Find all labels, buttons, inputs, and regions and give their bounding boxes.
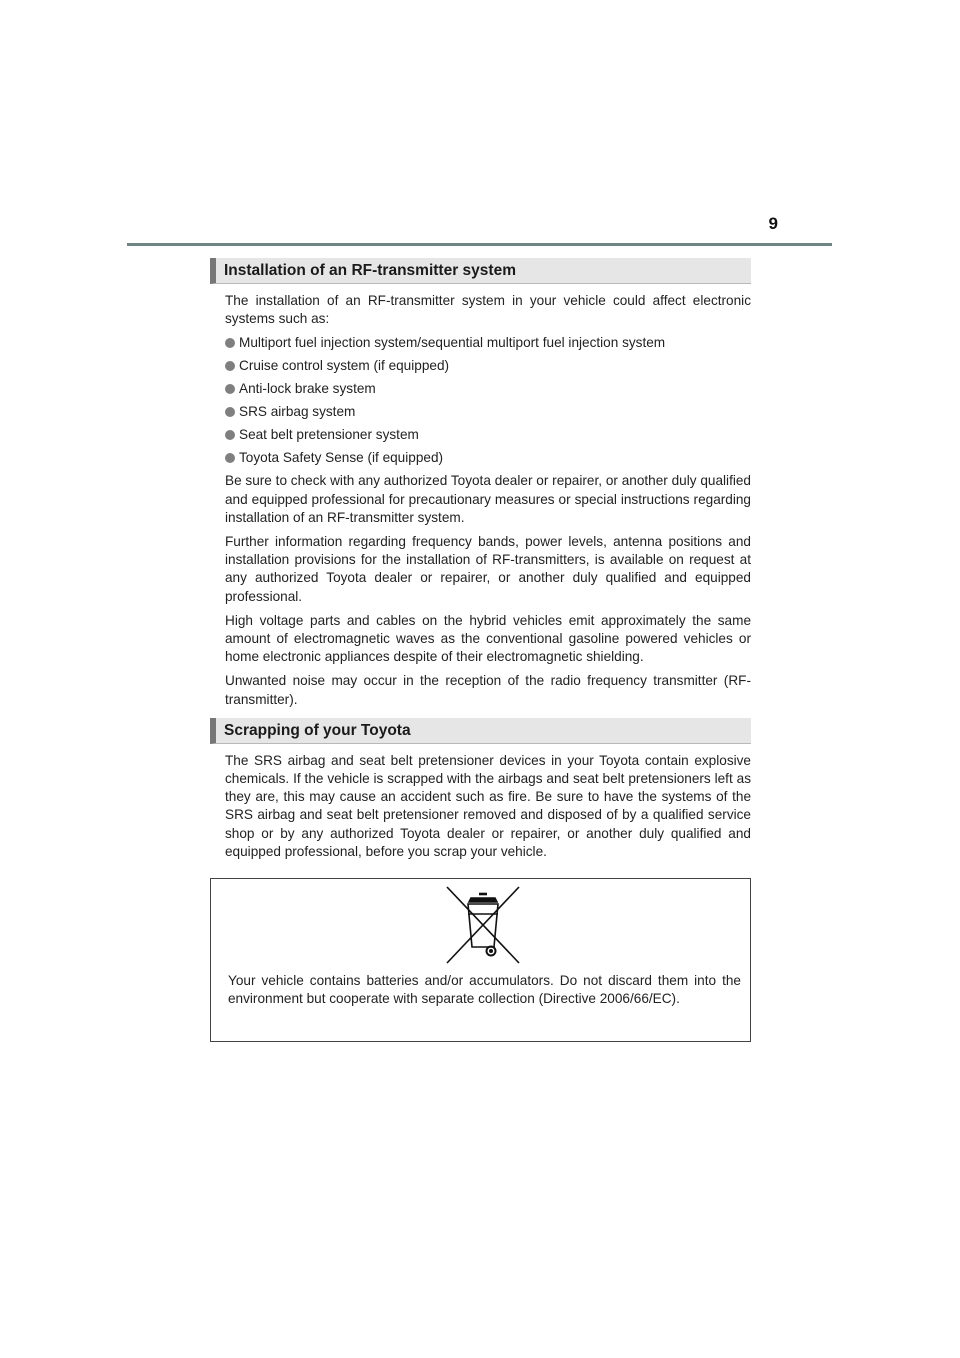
page-number: 9 — [768, 214, 778, 233]
list-item — [225, 357, 751, 375]
recycling-notice-box — [210, 878, 751, 1042]
unwanted-noise-paragraph: Unwanted noise may occur in the reception of the radio frequency transmitter (RF-transmitter). — [225, 673, 751, 707]
rf-intro-paragraph: The installation of an RF-transmitter system in your vehicle could affect electronic systems such as: — [225, 293, 751, 327]
list-item-text: SRS airbag system — [239, 404, 356, 420]
list-item — [225, 334, 751, 352]
further-information-paragraph: Further information regarding frequency bands, power levels, antenna positions and installation provisions for the installation of RF-transmitters, is available on request at any authorized Toyota dealer or repairer, or another duly qualified and equipped professional. — [225, 534, 751, 604]
bullet-icon — [225, 407, 235, 417]
bullet-icon — [225, 384, 235, 394]
recycling-notice-text: Your vehicle contains batteries and/or accumulators. Do not discard them into the environment but cooperate with separate collection (Directive 2006/66/EC). — [228, 973, 741, 1007]
bullet-icon — [225, 361, 235, 371]
list-item-text: Cruise control system (if equipped) — [239, 358, 450, 374]
list-item — [225, 426, 751, 444]
list-item-text: Multiport fuel injection system/sequential multiport fuel injection system — [239, 335, 666, 351]
header-rule — [127, 243, 832, 246]
affected-systems-list — [210, 334, 751, 467]
list-item — [225, 449, 751, 467]
page-content — [210, 258, 751, 1042]
list-item — [225, 403, 751, 421]
bullet-icon — [225, 338, 235, 348]
crossed-out-wheelie-bin-icon — [443, 885, 523, 965]
high-voltage-paragraph: High voltage parts and cables on the hybrid vehicles emit approximately the same amount of electromagnetic waves as the conventional gasoline powered vehicles or home electronic appliances despite of their electromagnetic shielding. — [225, 612, 751, 665]
bullet-icon — [225, 430, 235, 440]
section-heading-scrapping: Scrapping of your Toyota — [210, 718, 751, 744]
bullet-icon — [225, 453, 235, 463]
list-item-text: Toyota Safety Sense (if equipped) — [239, 450, 444, 466]
list-item — [225, 380, 751, 398]
list-item-text: Anti-lock brake system — [239, 381, 376, 397]
list-item-text: Seat belt pretensioner system — [239, 427, 419, 443]
dealer-check-paragraph: Be sure to check with any authorized Toyota dealer or repairer, or another duly qualified and equipped professional for precautionary measures or special instructions regarding installation of an RF-transmitter system. — [225, 473, 751, 525]
scrapping-paragraph: The SRS airbag and seat belt pretensioner devices in your Toyota contain explosive chemicals. If the vehicle is scrapped with the airbags and seat belt pretensioners left as they are, this may cause an accident such as fire. Be sure to have the systems of the SRS airbag and seat belt pretensioner removed and disposed of by a qualified service shop or by any authorized Toyota dealer or repairer, or another duly qualified and equipped professional, before you scrap your vehicle. — [225, 752, 751, 859]
section-heading-rf-transmitter: Installation of an RF-transmitter system — [210, 258, 751, 284]
